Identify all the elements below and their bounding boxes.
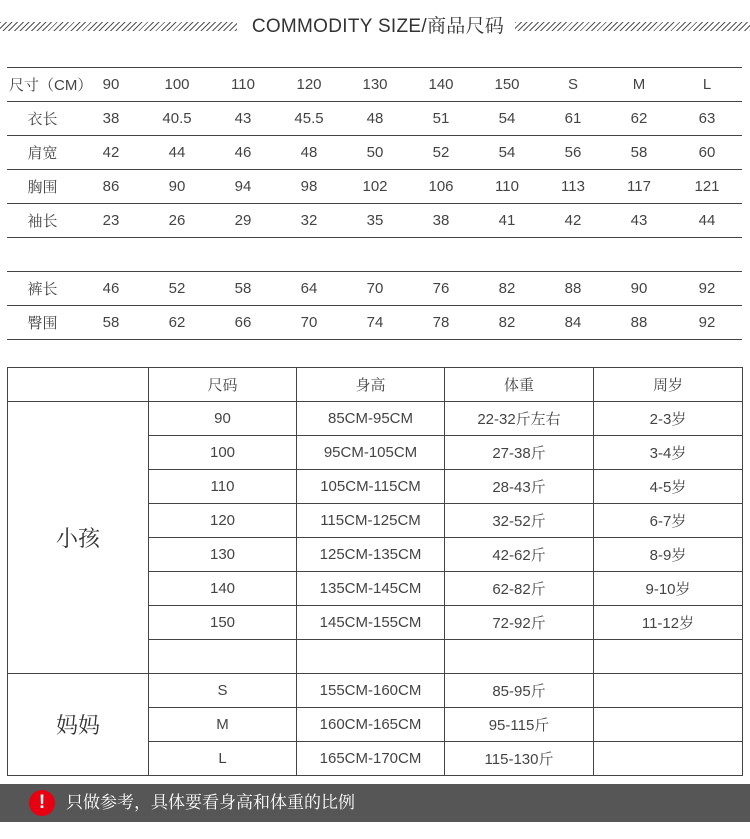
measurement-value (474, 238, 540, 272)
measurement-value: 44 (144, 136, 210, 170)
measurement-value: 58 (78, 306, 144, 340)
notice-text: 只做参考，具体要看身高和体重的比例 (66, 793, 355, 812)
measurement-value: 46 (210, 136, 276, 170)
measurement-label: 衣长 (7, 102, 78, 136)
measurement-value: 62 (144, 306, 210, 340)
measurement-value (144, 238, 210, 272)
measurement-value: 35 (342, 204, 408, 238)
measurement-value (342, 238, 408, 272)
reference-value: 62-82斤 (445, 572, 594, 606)
reference-header-row (8, 368, 743, 402)
reference-value (594, 708, 743, 742)
size-column-header: 120 (276, 68, 342, 102)
measurement-value: 45.5 (276, 102, 342, 136)
size-column-header: 90 (78, 68, 144, 102)
measurement-value: 52 (408, 136, 474, 170)
table-row (7, 204, 742, 238)
measurement-value: 70 (276, 306, 342, 340)
notice-bar (0, 784, 750, 822)
reference-value: 115CM-125CM (297, 504, 445, 538)
section-header (0, 14, 750, 40)
size-column-header: S (540, 68, 606, 102)
exclamation-icon: ! (29, 790, 55, 816)
measurement-label: 肩宽 (7, 136, 78, 170)
measurement-value (78, 238, 144, 272)
measurement-value: 62 (606, 102, 672, 136)
reference-value: 85CM-95CM (297, 402, 445, 436)
table-row (8, 402, 743, 436)
table-row (7, 306, 742, 340)
measurement-value: 48 (342, 102, 408, 136)
reference-value: 145CM-155CM (297, 606, 445, 640)
reference-value: 32-52斤 (445, 504, 594, 538)
size-column-header: 100 (144, 68, 210, 102)
measurement-value (540, 238, 606, 272)
measurement-value: 74 (342, 306, 408, 340)
measurement-value: 43 (210, 102, 276, 136)
page-title: COMMODITY SIZE/商品尺码 (251, 16, 505, 37)
measurement-value: 63 (672, 102, 742, 136)
reference-value: 125CM-135CM (297, 538, 445, 572)
group-label: 小孩 (8, 402, 149, 674)
measurement-value: 88 (540, 272, 606, 306)
measurement-value: 92 (672, 272, 742, 306)
measurement-value: 66 (210, 306, 276, 340)
measurement-value: 88 (606, 306, 672, 340)
measurement-value (606, 238, 672, 272)
reference-value: 120 (149, 504, 297, 538)
reference-value (594, 640, 743, 674)
measurement-value: 90 (144, 170, 210, 204)
measurement-value: 32 (276, 204, 342, 238)
reference-column-header: 尺码 (149, 368, 297, 402)
measurement-label: 袖长 (7, 204, 78, 238)
measurement-value: 60 (672, 136, 742, 170)
reference-value: 135CM-145CM (297, 572, 445, 606)
measurement-value: 58 (210, 272, 276, 306)
reference-value: 72-92斤 (445, 606, 594, 640)
reference-value: 2-3岁 (594, 402, 743, 436)
measurement-value: 86 (78, 170, 144, 204)
header-hatch-left (0, 22, 237, 31)
reference-value: 3-4岁 (594, 436, 743, 470)
measurement-value (276, 238, 342, 272)
size-reference-table (7, 367, 743, 776)
measurement-value: 52 (144, 272, 210, 306)
measurement-value: 42 (78, 136, 144, 170)
measurement-label: 裤长 (7, 272, 78, 306)
measurement-value: 46 (78, 272, 144, 306)
reference-column-header: 周岁 (594, 368, 743, 402)
reference-value: 8-9岁 (594, 538, 743, 572)
measurement-value: 117 (606, 170, 672, 204)
reference-value: 130 (149, 538, 297, 572)
measurement-value: 90 (606, 272, 672, 306)
table-row (7, 170, 742, 204)
measurement-value: 51 (408, 102, 474, 136)
measurement-value: 92 (672, 306, 742, 340)
measurement-value: 29 (210, 204, 276, 238)
measurement-label: 胸围 (7, 170, 78, 204)
measurement-value: 61 (540, 102, 606, 136)
reference-value (149, 640, 297, 674)
measurement-value: 78 (408, 306, 474, 340)
measurement-value: 110 (474, 170, 540, 204)
reference-value: 90 (149, 402, 297, 436)
size-measurement-table (7, 67, 742, 340)
reference-value (297, 640, 445, 674)
size-column-header: 130 (342, 68, 408, 102)
measurement-value: 43 (606, 204, 672, 238)
measurement-value: 70 (342, 272, 408, 306)
measurement-value (672, 238, 742, 272)
measurement-value: 64 (276, 272, 342, 306)
reference-value: 9-10岁 (594, 572, 743, 606)
reference-value: 140 (149, 572, 297, 606)
size-header-row (7, 68, 742, 102)
size-unit-label: 尺寸（CM） (7, 68, 78, 102)
reference-value: 28-43斤 (445, 470, 594, 504)
reference-value: 115-130斤 (445, 742, 594, 776)
reference-value: L (149, 742, 297, 776)
measurement-value: 102 (342, 170, 408, 204)
reference-column-header: 体重 (445, 368, 594, 402)
reference-value: 4-5岁 (594, 470, 743, 504)
reference-value: S (149, 674, 297, 708)
reference-value: 27-38斤 (445, 436, 594, 470)
reference-value: 165CM-170CM (297, 742, 445, 776)
measurement-value: 23 (78, 204, 144, 238)
measurement-value: 98 (276, 170, 342, 204)
table-row (8, 674, 743, 708)
reference-value: 160CM-165CM (297, 708, 445, 742)
reference-value: 11-12岁 (594, 606, 743, 640)
reference-value: 100 (149, 436, 297, 470)
reference-value: 6-7岁 (594, 504, 743, 538)
measurement-value (408, 238, 474, 272)
reference-value: 42-62斤 (445, 538, 594, 572)
reference-value: 22-32斤左右 (445, 402, 594, 436)
size-column-header: L (672, 68, 742, 102)
reference-value (594, 674, 743, 708)
measurement-value: 82 (474, 272, 540, 306)
measurement-value: 76 (408, 272, 474, 306)
measurement-value: 121 (672, 170, 742, 204)
reference-column-header: 身高 (297, 368, 445, 402)
reference-value: 105CM-115CM (297, 470, 445, 504)
measurement-value: 106 (408, 170, 474, 204)
size-column-header: M (606, 68, 672, 102)
reference-value: 110 (149, 470, 297, 504)
measurement-value: 82 (474, 306, 540, 340)
measurement-value: 113 (540, 170, 606, 204)
measurement-value: 58 (606, 136, 672, 170)
measurement-value: 40.5 (144, 102, 210, 136)
header-hatch-right (515, 22, 750, 31)
measurement-value: 84 (540, 306, 606, 340)
table-row (7, 272, 742, 306)
reference-value: 95-115斤 (445, 708, 594, 742)
measurement-value: 26 (144, 204, 210, 238)
reference-value: 150 (149, 606, 297, 640)
measurement-value: 48 (276, 136, 342, 170)
measurement-label: 臀围 (7, 306, 78, 340)
reference-value: 85-95斤 (445, 674, 594, 708)
table-row (7, 102, 742, 136)
measurement-value (210, 238, 276, 272)
group-header-blank (8, 368, 149, 402)
measurement-value: 38 (408, 204, 474, 238)
size-column-header: 140 (408, 68, 474, 102)
table-row (7, 238, 742, 272)
group-label: 妈妈 (8, 674, 149, 776)
measurement-value: 38 (78, 102, 144, 136)
reference-value: 95CM-105CM (297, 436, 445, 470)
size-column-header: 150 (474, 68, 540, 102)
measurement-label (7, 238, 78, 272)
reference-value: M (149, 708, 297, 742)
table-row (7, 136, 742, 170)
measurement-value: 41 (474, 204, 540, 238)
measurement-value: 50 (342, 136, 408, 170)
measurement-value: 54 (474, 136, 540, 170)
reference-value (594, 742, 743, 776)
reference-value: 155CM-160CM (297, 674, 445, 708)
measurement-value: 44 (672, 204, 742, 238)
measurement-value: 42 (540, 204, 606, 238)
measurement-value: 54 (474, 102, 540, 136)
size-column-header: 110 (210, 68, 276, 102)
measurement-value: 56 (540, 136, 606, 170)
reference-value (445, 640, 594, 674)
measurement-value: 94 (210, 170, 276, 204)
